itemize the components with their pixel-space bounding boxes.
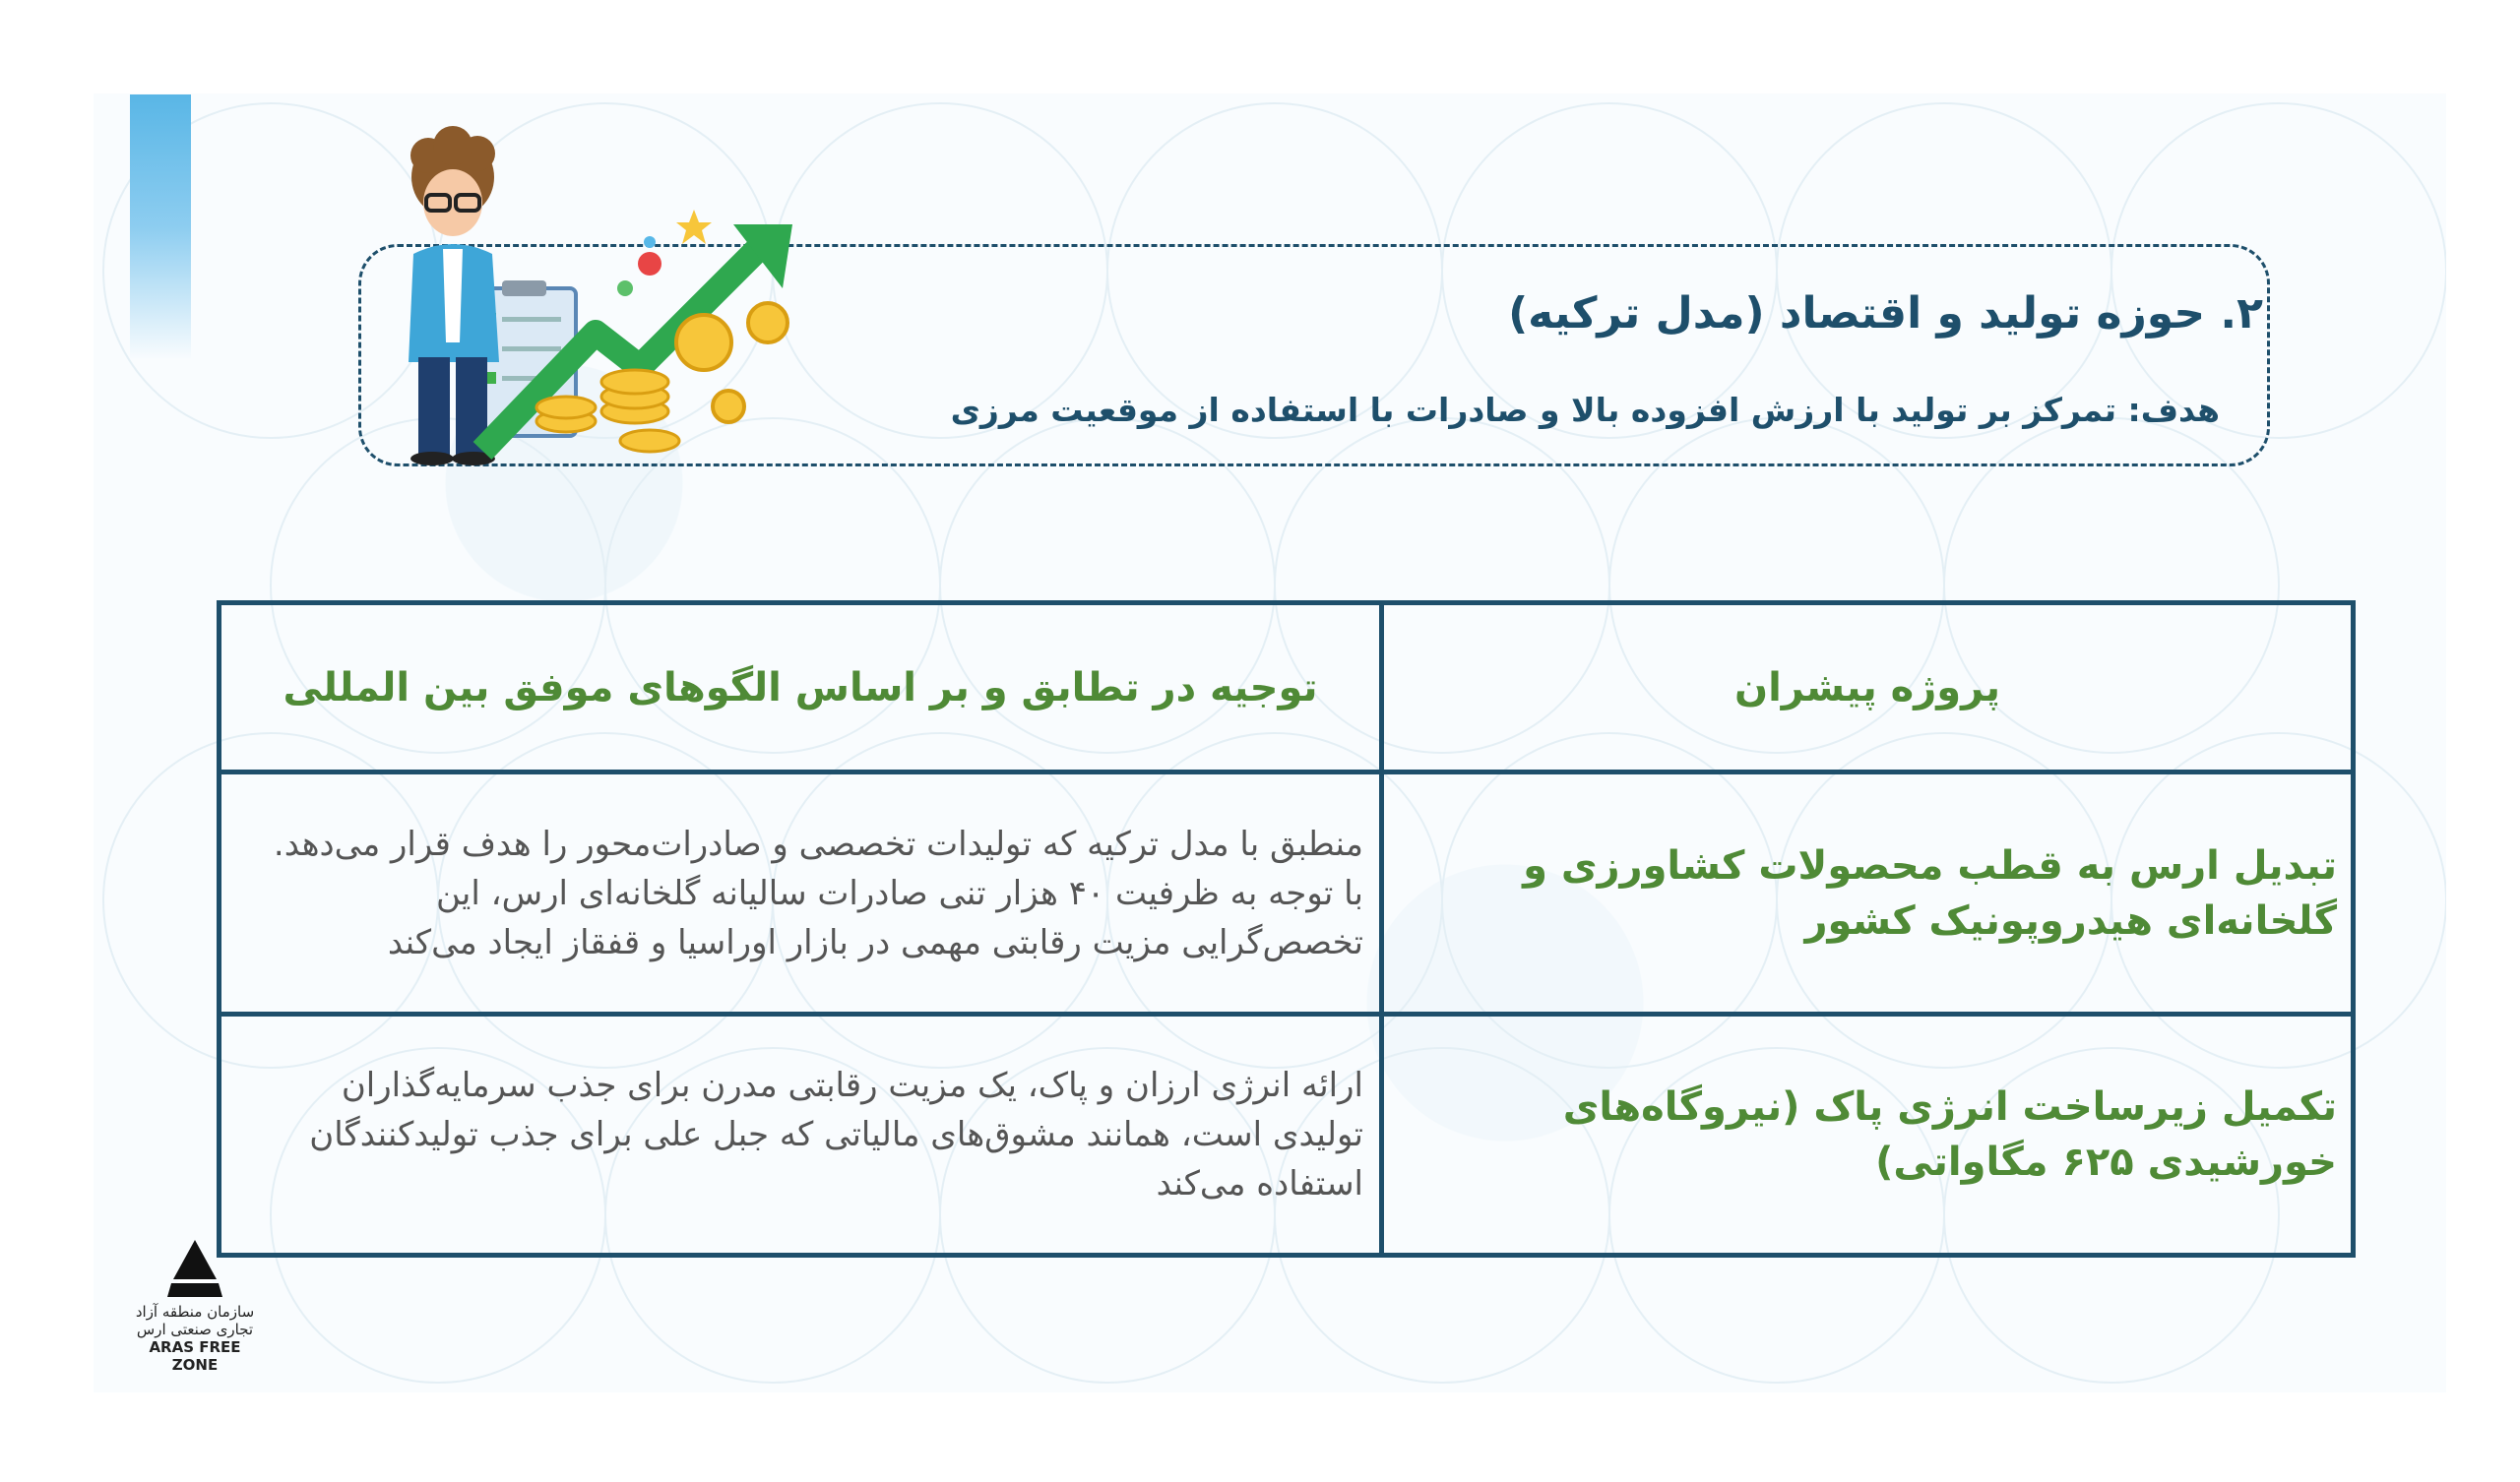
businessman-illustration (389, 116, 812, 470)
table-row (220, 1015, 2354, 1256)
section-title: ۲. حوزه تولید و اقتصاد (مدل ترکیه) (1508, 288, 2263, 339)
project-cell: تبدیل ارس به قطب محصولات کشاورزی و گلخانه‌ای هیدروپونیک کشور (1382, 772, 2354, 1015)
table-header-row (220, 603, 2354, 772)
justification-cell: ارائه انرژی ارزان و پاک، یک مزیت رقابتی مدرن برای جذب سرمایه‌گذاران تولیدی است، همانند مشوق‌های مالیاتی که جبل علی برای جذب تولیدکنندگان استفاده می‌کند (220, 1015, 1382, 1256)
table-row (220, 772, 2354, 1015)
accent-bar (130, 94, 191, 360)
header-project: پروژه پیشران (1382, 603, 2354, 772)
justification-cell: منطبق با مدل ترکیه که تولیدات تخصصی و صادرات‌محور را هدف قرار می‌دهد. با توجه به ظرفیت ۴۰ هزار تنی صادرات سالیانه گلخانه‌ای ارس، این تخصص‌گرایی مزیت رقابتی مهمی در بازار اوراسیا و قفقاز ایجاد می‌کند (220, 772, 1382, 1015)
project-cell: تکمیل زیرساخت انرژی پاک (نیروگاه‌های خورشیدی ۶۲۵ مگاواتی) (1382, 1015, 2354, 1256)
aras-logo (126, 1238, 264, 1374)
section-goal: هدف: تمرکز بر تولید با ارزش افزوده بالا و صادرات با استفاده از موقعیت مرزی (950, 391, 2220, 429)
projects-table (217, 600, 2356, 1258)
header-justification: توجیه در تطابق و بر اساس الگوهای موفق بین المللی (220, 603, 1382, 772)
logo-name-en: ARAS FREE ZONE (149, 1338, 241, 1374)
aras-logo-mountain-icon (165, 1238, 224, 1299)
person-icon (409, 126, 499, 465)
logo-name-fa: سازمان منطقه آزاد تجاری صنعتی ارس (135, 1303, 255, 1338)
